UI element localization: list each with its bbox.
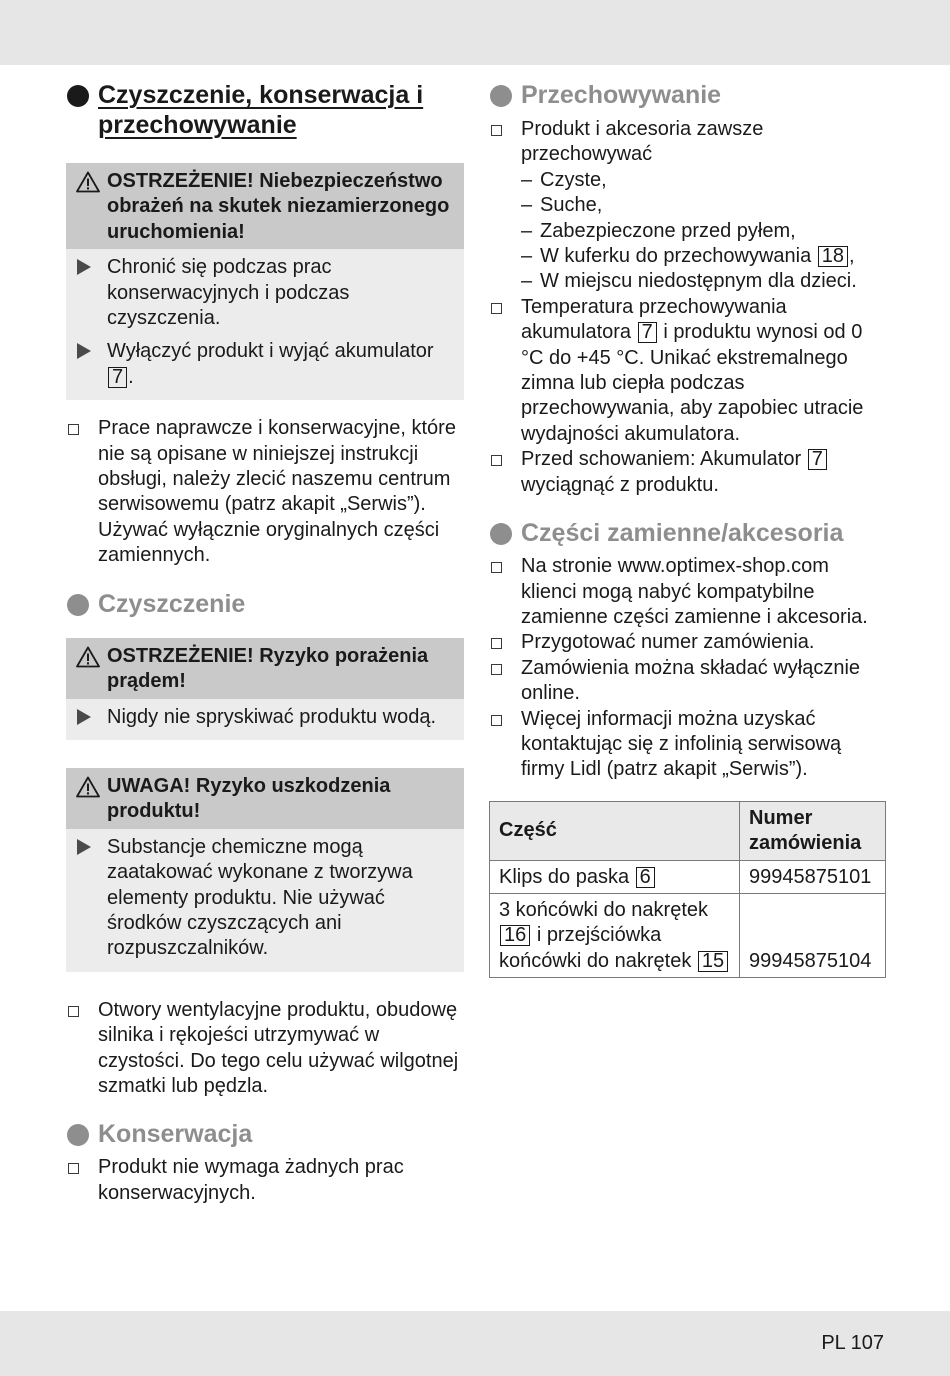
list-item: Produkt i akcesoria zawsze przechowywać – Czyste, – Suche, – Zabezpieczone przed pyłem, – W kuferku do przechowywania 18 , – W miejscu niedostępnym dla dzieci. [489, 117, 889, 295]
table-row [490, 860, 886, 893]
list-item: Prace naprawcze i konserwacyjne, które nie są opisane w niniejszej instrukcji obsługi, należy zlecić naszemu centrum serwisowemu (patrz akapit „Serwis”). Używać wyłącznie oryginalnych części zamiennych. [66, 416, 464, 568]
page-number: PL 107 [821, 1332, 884, 1354]
part-reference: 7 [638, 322, 657, 343]
warning-body [66, 249, 464, 400]
list-item: Produkt nie wymaga żadnych prac konserwacyjnych. [66, 1155, 464, 1206]
warning-step: Substancje chemiczne mogą zaatakować wykonane z tworzywa elementy produktu. Nie używać środków czyszczących ani rozpuszczalników. [76, 835, 454, 962]
warning-body [66, 829, 464, 972]
table-row [490, 893, 886, 977]
dash-item: – Suche, [521, 194, 603, 217]
square-bullet-icon [491, 562, 502, 573]
filled-circle-icon [67, 594, 89, 616]
list-item: Przygotować numer zamówienia. [489, 630, 889, 655]
right-column [489, 80, 889, 978]
left-column [66, 80, 464, 1206]
part-reference: 6 [636, 867, 655, 888]
warning-triangle-icon [76, 646, 100, 668]
dash-item: – W miejscu niedostępnym dla dzieci. [521, 270, 857, 293]
dash-item: – Zabezpieczone przed pyłem, [521, 219, 796, 242]
warning-step: Chronić się podczas prac konserwacyjnych i podczas czyszczenia. [76, 255, 454, 331]
list-item: Na stronie www.optimex-shop.com klienci mogą nabyć kompatybilne zamienne części zamienne i akcesoria. [489, 554, 889, 630]
table-header-part: Część [490, 801, 740, 860]
subsection-title: Przechowywanie [489, 80, 889, 110]
table-cell-part: Klips do paska 6 [490, 860, 740, 893]
table-header-number: Numer zamówienia [740, 801, 886, 860]
arrow-right-icon [77, 259, 91, 275]
dash-item: – Czyste, [521, 168, 607, 191]
square-bullet-icon [491, 664, 502, 675]
filled-circle-icon [67, 85, 89, 107]
square-bullet-icon [491, 303, 502, 314]
filled-circle-icon [490, 523, 512, 545]
warning-box-damage [66, 768, 464, 972]
warning-step: Wyłączyć produkt i wyjąć akumulator 7 . [76, 339, 454, 390]
list-item: Otwory wentylacyjne produktu, obudowę silnika i rękojeści utrzymywać w czystości. Do tego celu używać wilgotnej szmatki lub pędzla. [66, 998, 464, 1100]
filled-circle-icon [490, 85, 512, 107]
square-bullet-icon [491, 455, 502, 466]
arrow-right-icon [77, 709, 91, 725]
square-bullet-icon [68, 1163, 79, 1174]
list-item: Przed schowaniem: Akumulator 7 wyciągnąć z produktu. [489, 447, 889, 498]
list-item: Temperatura przechowywania akumulatora 7 i produktu wynosi od 0 °C do +45 °C. Unikać ekstremalnego zimna lub ciepła podczas przechowywania, aby zapobiec utracie wydajności akumulatora. [489, 295, 889, 447]
table-header-row [490, 801, 886, 860]
list-item: Więcej informacji można uzyskać kontaktując się z infolinią serwisową firmy Lidl (patrz akapit „Serwis”). [489, 707, 889, 783]
part-reference: 18 [818, 246, 848, 267]
warning-header: OSTRZEŻENIE! Niebezpieczeństwo obrażeń na skutek niezamierzonego uruchomienia! [66, 163, 464, 249]
top-band [0, 0, 950, 65]
table-cell-number: 99945875101 [740, 860, 886, 893]
bottom-band [0, 1311, 950, 1376]
table-cell-number: 99945875104 [740, 893, 886, 977]
square-bullet-icon [491, 715, 502, 726]
warning-box-injury [66, 163, 464, 400]
part-reference: 7 [108, 367, 127, 388]
part-reference: 7 [808, 449, 827, 470]
arrow-right-icon [77, 343, 91, 359]
arrow-right-icon [77, 839, 91, 855]
dash-item: – W kuferku do przechowywania 18 , [521, 245, 855, 268]
parts-table [489, 801, 886, 978]
part-reference: 15 [698, 951, 728, 972]
square-bullet-icon [491, 638, 502, 649]
warning-header: UWAGA! Ryzyko uszkodzenia produktu! [66, 768, 464, 829]
subsection-title: Części zamienne/akcesoria [489, 518, 889, 548]
subsection-title: Konserwacja [66, 1119, 464, 1149]
part-reference: 16 [500, 925, 530, 946]
square-bullet-icon [68, 1006, 79, 1017]
filled-circle-icon [67, 1124, 89, 1146]
list-item: Zamówienia można składać wyłącznie online. [489, 656, 889, 707]
table-cell-part: 3 końcówki do nakrętek 16 i przejściówka końcówki do nakrętek 15 [490, 893, 740, 977]
section-title: Czyszczenie, konserwacja i przechowywanie [66, 80, 464, 140]
warning-step: Nigdy nie spryskiwać produktu wodą. [76, 705, 454, 730]
warning-body [66, 699, 464, 740]
warning-triangle-icon [76, 171, 100, 193]
subsection-title: Czyszczenie [66, 589, 464, 619]
warning-header: OSTRZEŻENIE! Ryzyko porażenia prądem! [66, 638, 464, 699]
warning-box-electric [66, 638, 464, 740]
square-bullet-icon [68, 424, 79, 435]
square-bullet-icon [491, 125, 502, 136]
warning-triangle-icon [76, 776, 100, 798]
